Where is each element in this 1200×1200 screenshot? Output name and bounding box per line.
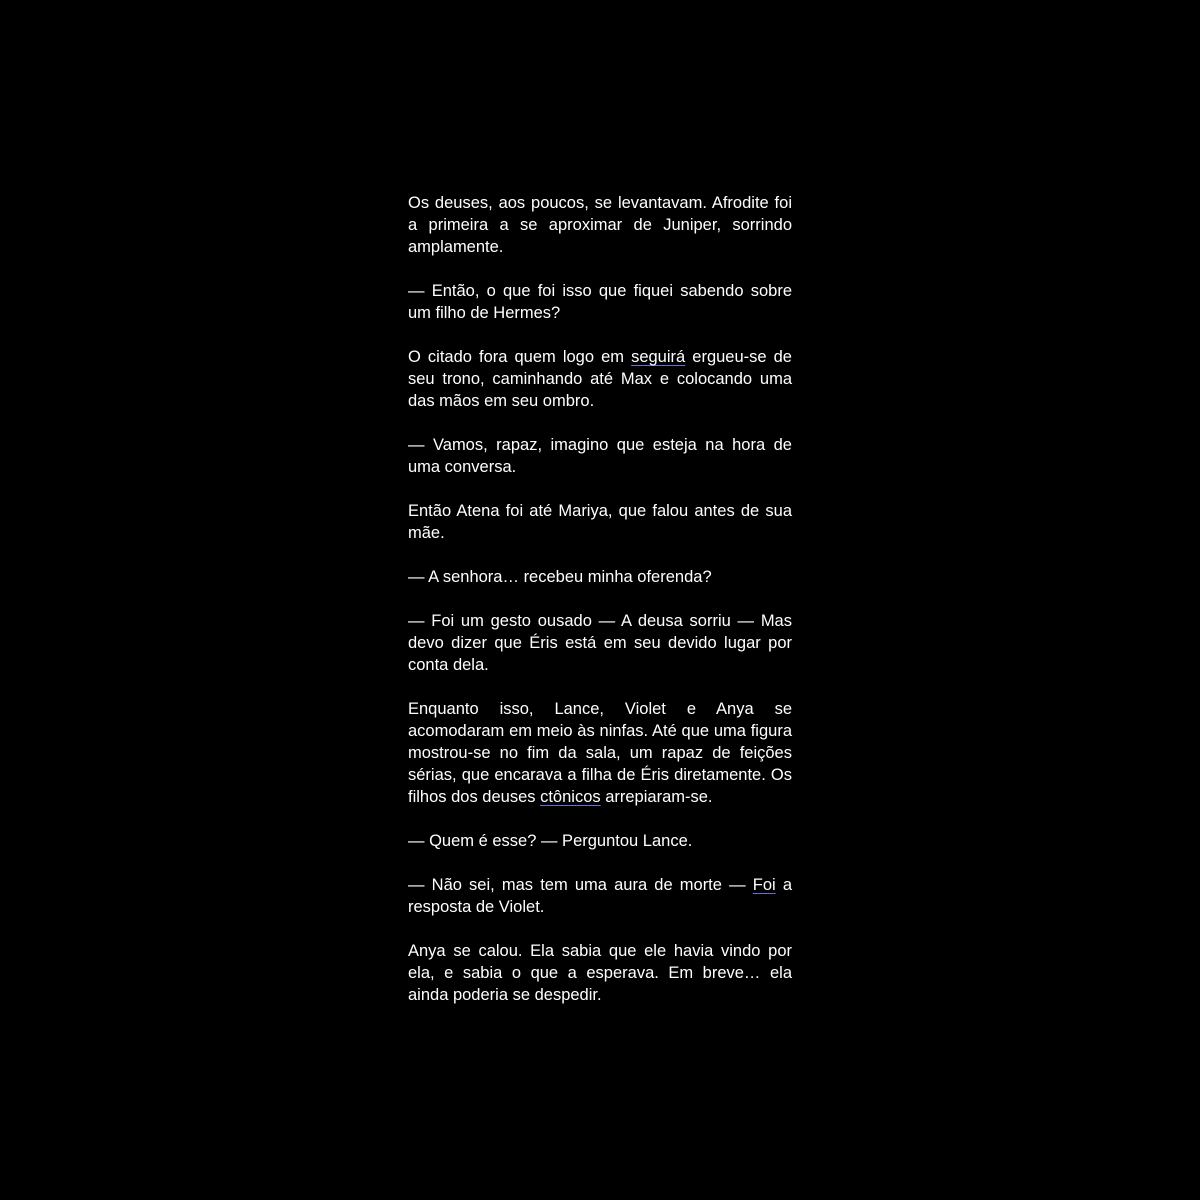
paragraph-5	[408, 500, 792, 544]
paragraph-text: — Não sei, mas tem uma aura de morte —	[408, 876, 753, 894]
paragraph-text: — Quem é esse? — Perguntou Lance.	[408, 832, 693, 850]
paragraph-4	[408, 434, 792, 478]
paragraph-7	[408, 610, 792, 676]
paragraph-text: — Foi um gesto ousado — A deusa sorriu — Mas devo dizer que Éris está em seu devido lugar por conta dela.	[408, 612, 792, 674]
paragraph-11	[408, 940, 792, 1006]
link-ctonicos[interactable]: ctônicos	[540, 788, 601, 806]
paragraph-2	[408, 280, 792, 324]
paragraph-text: ergueu-se de seu trono, caminhando até Max e colocando uma das mãos em seu ombro.	[408, 348, 792, 410]
paragraph-text: Então Atena foi até Mariya, que falou antes de sua mãe.	[408, 502, 792, 542]
paragraph-9	[408, 830, 792, 852]
paragraph-text: O citado fora quem logo em	[408, 348, 632, 366]
paragraph-text: — Vamos, rapaz, imagino que esteja na hora de uma conversa.	[408, 436, 792, 476]
paragraph-text: Anya se calou. Ela sabia que ele havia vindo por ela, e sabia o que a esperava. Em breve… ela ainda poderia se despedir.	[408, 942, 792, 1004]
paragraph-text: — Então, o que foi isso que fiquei sabendo sobre um filho de Hermes?	[408, 282, 792, 322]
paragraph-text: Enquanto isso, Lance, Violet e Anya se acomodaram em meio às ninfas. Até que uma figura mostrou-se no fim da sala, um rapaz de feições sérias, que encarava a filha de Éris diretamente. Os filhos dos deuses	[408, 700, 792, 806]
paragraph-text: — A senhora… recebeu minha oferenda?	[408, 568, 712, 586]
paragraph-10	[408, 874, 792, 918]
paragraph-text: Os deuses, aos poucos, se levantavam. Afrodite foi a primeira a se aproximar de Juniper, sorrindo amplamente.	[408, 194, 792, 256]
paragraph-3	[408, 346, 792, 412]
paragraph-text: a resposta de Violet.	[408, 876, 792, 916]
paragraph-6	[408, 566, 792, 588]
paragraph-8	[408, 698, 792, 808]
paragraph-1	[408, 192, 792, 258]
paragraph-text: arrepiaram-se.	[600, 788, 713, 806]
story-text-column	[408, 192, 792, 1006]
link-seguira[interactable]: seguirá	[631, 348, 686, 366]
link-foi[interactable]: Foi	[752, 876, 776, 894]
